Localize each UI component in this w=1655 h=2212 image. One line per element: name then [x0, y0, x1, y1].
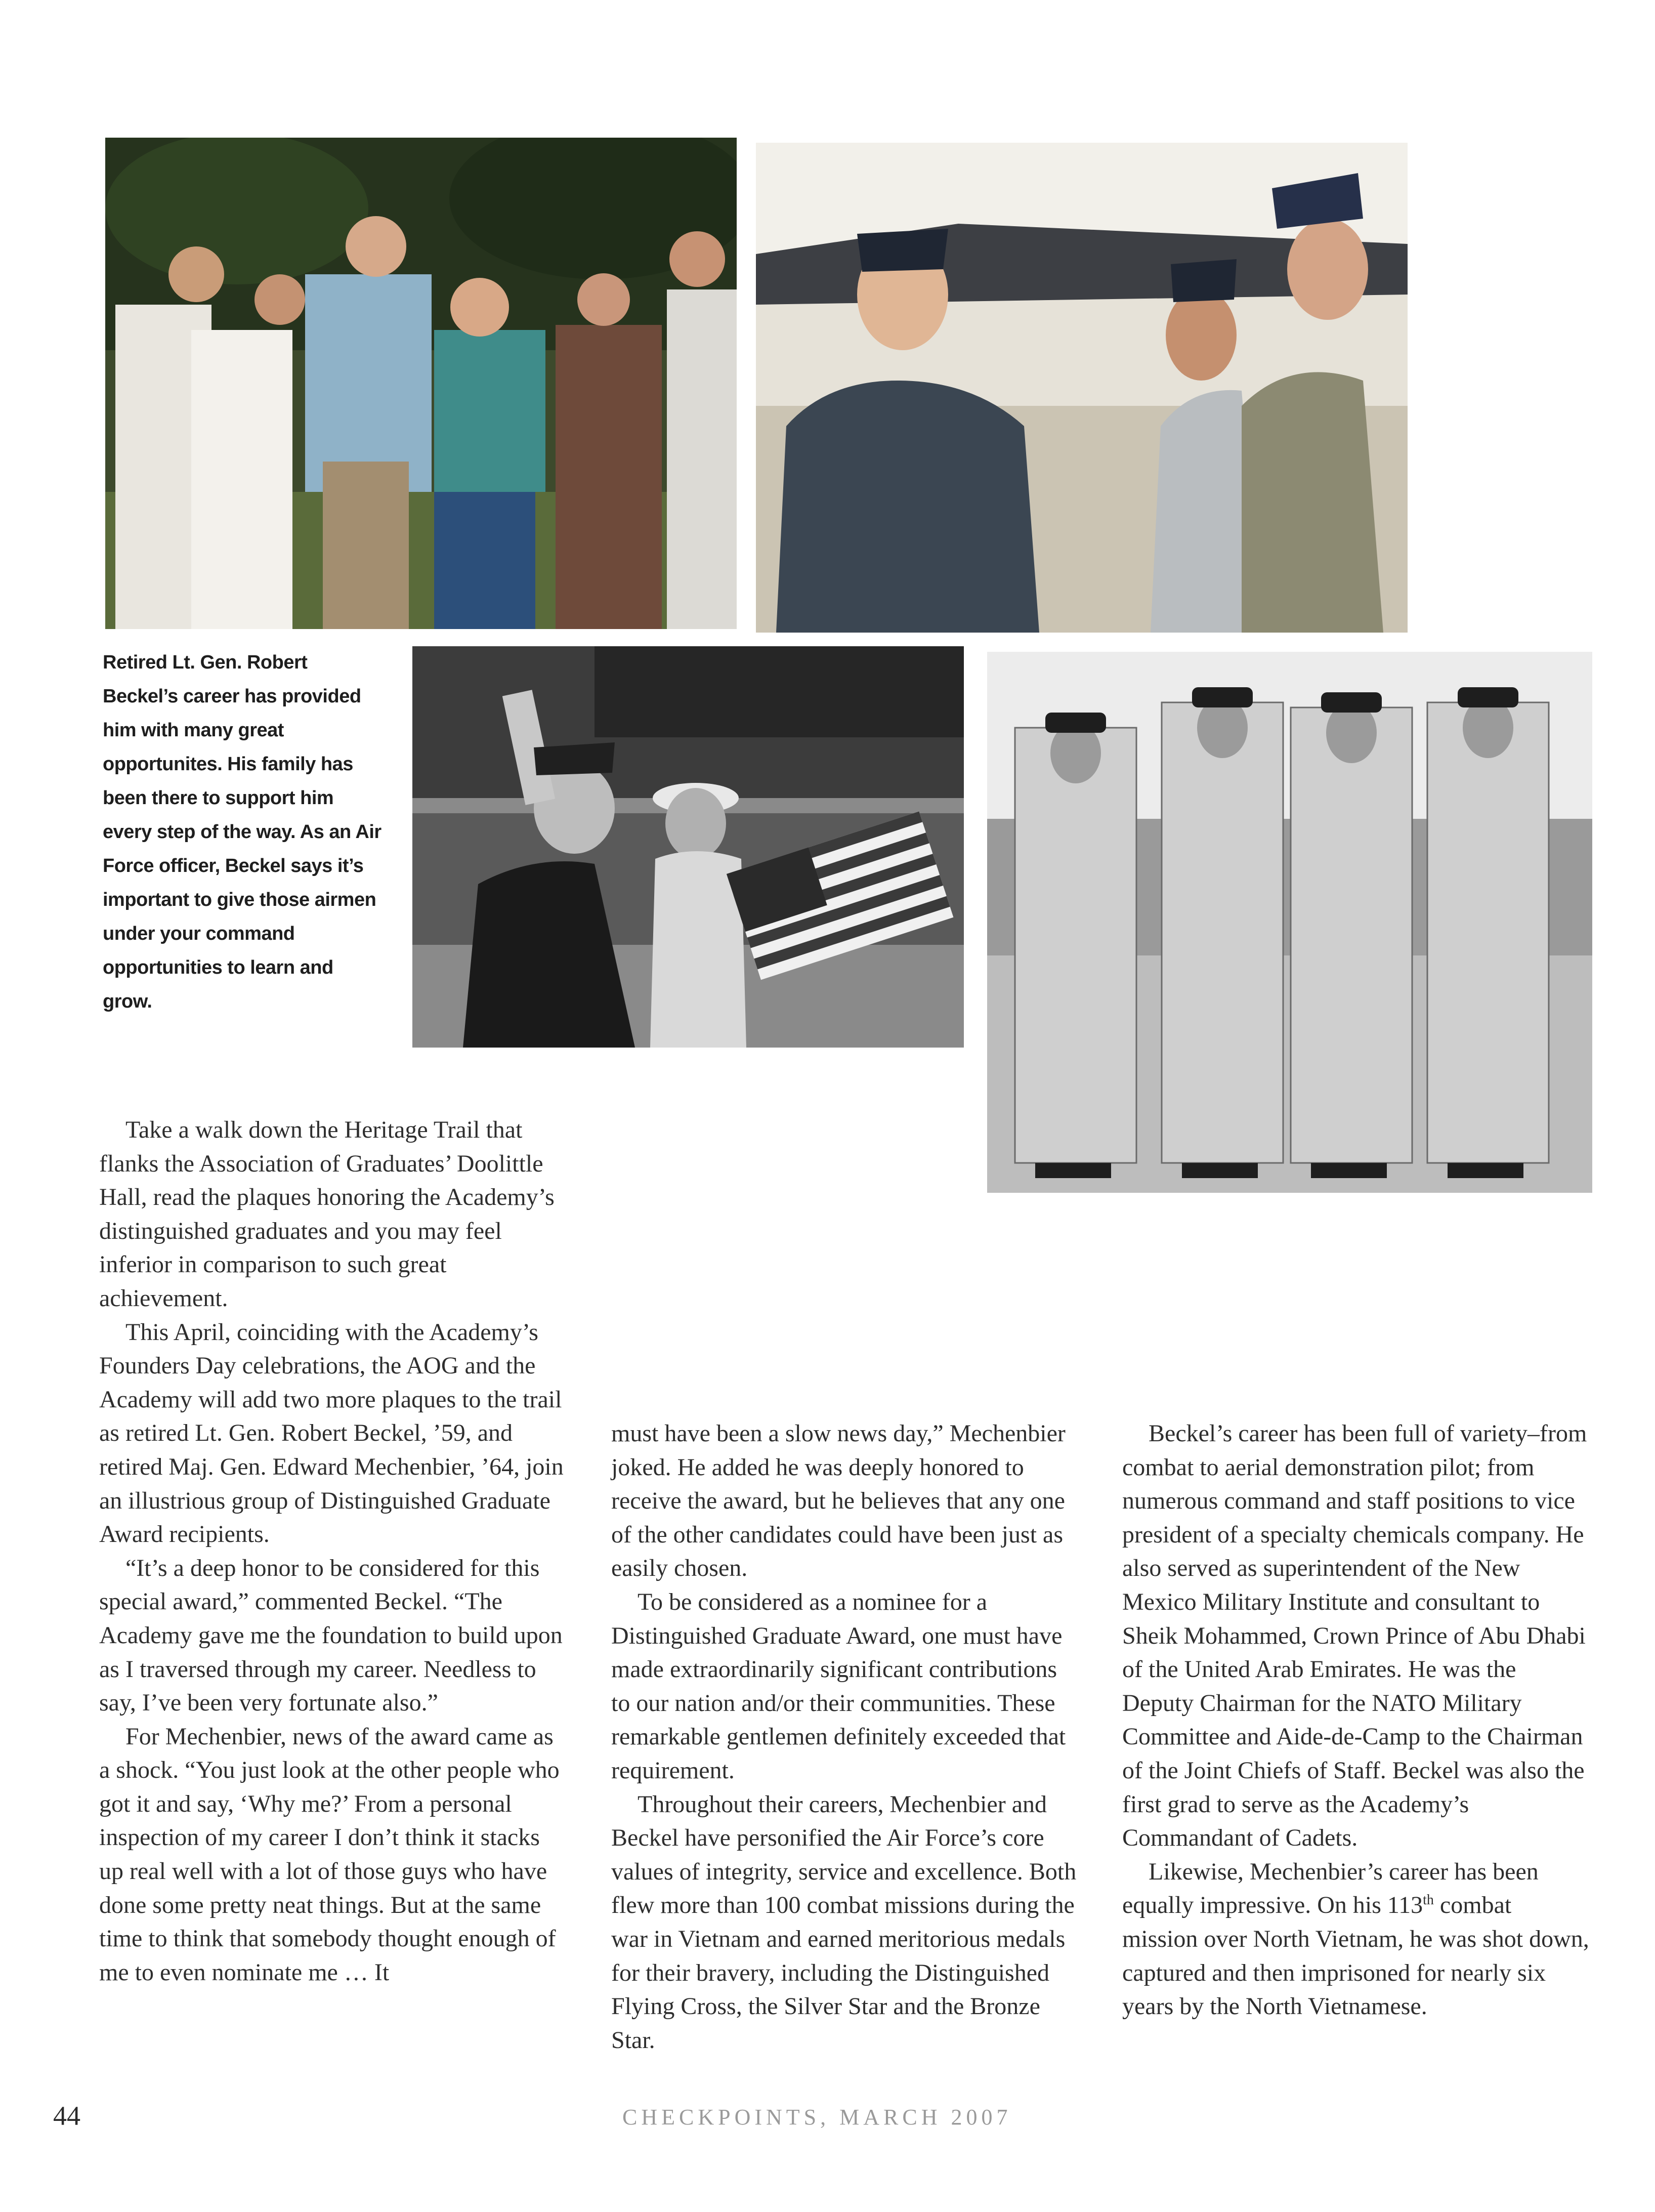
article-paragraph: Beckel’s career has been full of variety–from combat to aerial demonstration pilot; from numerous command and staff positions to vice president of a specialty chemicals company. He also served as superintendent of the New Mexico Military Institute and consultant to Sheik Mohammed, Crown Prince of Abu Dhabi of the United Arab Emirates. He was the Deputy Chairman for the NATO Military Committee and Aide-de-Camp to the Chairman of the Joint Chiefs of Staff. Beckel was also the first grad to serve as the Academy’s Commandant of Cadets. — [1122, 1420, 1587, 1852]
article-paragraph: For Mechenbier, news of the award came as a shock. “You just look at the other people who got it and say, ‘Why me?’ From a personal inspection of my career I don’t think it stacks up real well with a lot of those guys who have done some pretty neat things. But at the same time to think that somebody thought enough of me to even nominate me … It — [99, 1723, 560, 1986]
flightline-photo-image — [756, 143, 1408, 633]
article-paragraph: “It’s a deep honor to be considered for this special award,” commented Beckel. “The Academy gave me the foundation to build upon as I traversed through my career. Needless to say, I’ve been very fortunate also.” — [99, 1554, 563, 1717]
article-paragraph: Throughout their careers, Mechenbier and Beckel have personified the Air Force’s core values of integrity, service and excellence. Both flew more than 100 combat missions during the war in Vietnam and earned meritorious medals for their bravery, including the Distinguished Flying Cross, the Silver Star and the Bronze Star. — [611, 1790, 1077, 2054]
parade-photo-image — [412, 646, 964, 1048]
article-column-3 — [1122, 1417, 1593, 2024]
publication-footer: CHECKPOINTS, MARCH 2007 — [622, 2105, 1012, 2130]
article-paragraph: must have been a slow news day,” Mechenbier joked. He added he was deeply honored to receive the award, but he believes that any one of the other candidates could have been just as easily chosen. — [611, 1420, 1066, 1582]
family-photo-image — [105, 138, 737, 629]
article-column-1 — [99, 1113, 570, 1989]
page-number: 44 — [53, 2101, 80, 2131]
photo-caption: Retired Lt. Gen. Robert Beckel’s career has provided him with many great opportunites. His family has been there to support him every step of the way. As an Air Force officer, Beckel says it’s important to give those airmen under your command opportunities to learn and grow. — [103, 652, 381, 1012]
cadets-photo — [987, 652, 1592, 1193]
article-paragraph: Take a walk down the Heritage Trail that flanks the Association of Graduates’ Doolittle Hall, read the plaques honoring the Academy’s distinguished graduates and you may feel inferior in comparison to such great achievement. — [99, 1116, 555, 1312]
article-column-2 — [611, 1417, 1082, 2057]
article-paragraph-last: Likewise, Mechenbier’s career has been equally impressive. On his 113th combat mission over North Vietnam, he was shot down, captured and then imprisoned for nearly six years by the North Vietnamese. — [1122, 1858, 1589, 2020]
article-paragraph: To be considered as a nominee for a Distinguished Graduate Award, one must have made extraordinarily significant contributions to our nation and/or their communities. These remarkable gentlemen definitely exceeded that requirement. — [611, 1588, 1066, 1784]
family-photo — [105, 138, 737, 629]
parade-photo — [412, 646, 964, 1048]
article-paragraph: This April, coinciding with the Academy’s Founders Day celebrations, the AOG and the Academy will add two more plaques to the trail as retired Lt. Gen. Robert Beckel, ’59, and retired Maj. Gen. Edward Mechenbier, ’64, join an illustrious group of Distinguished Graduate Award recipients. — [99, 1318, 564, 1548]
flightline-photo — [756, 143, 1408, 633]
cadets-photo-image — [987, 652, 1592, 1193]
